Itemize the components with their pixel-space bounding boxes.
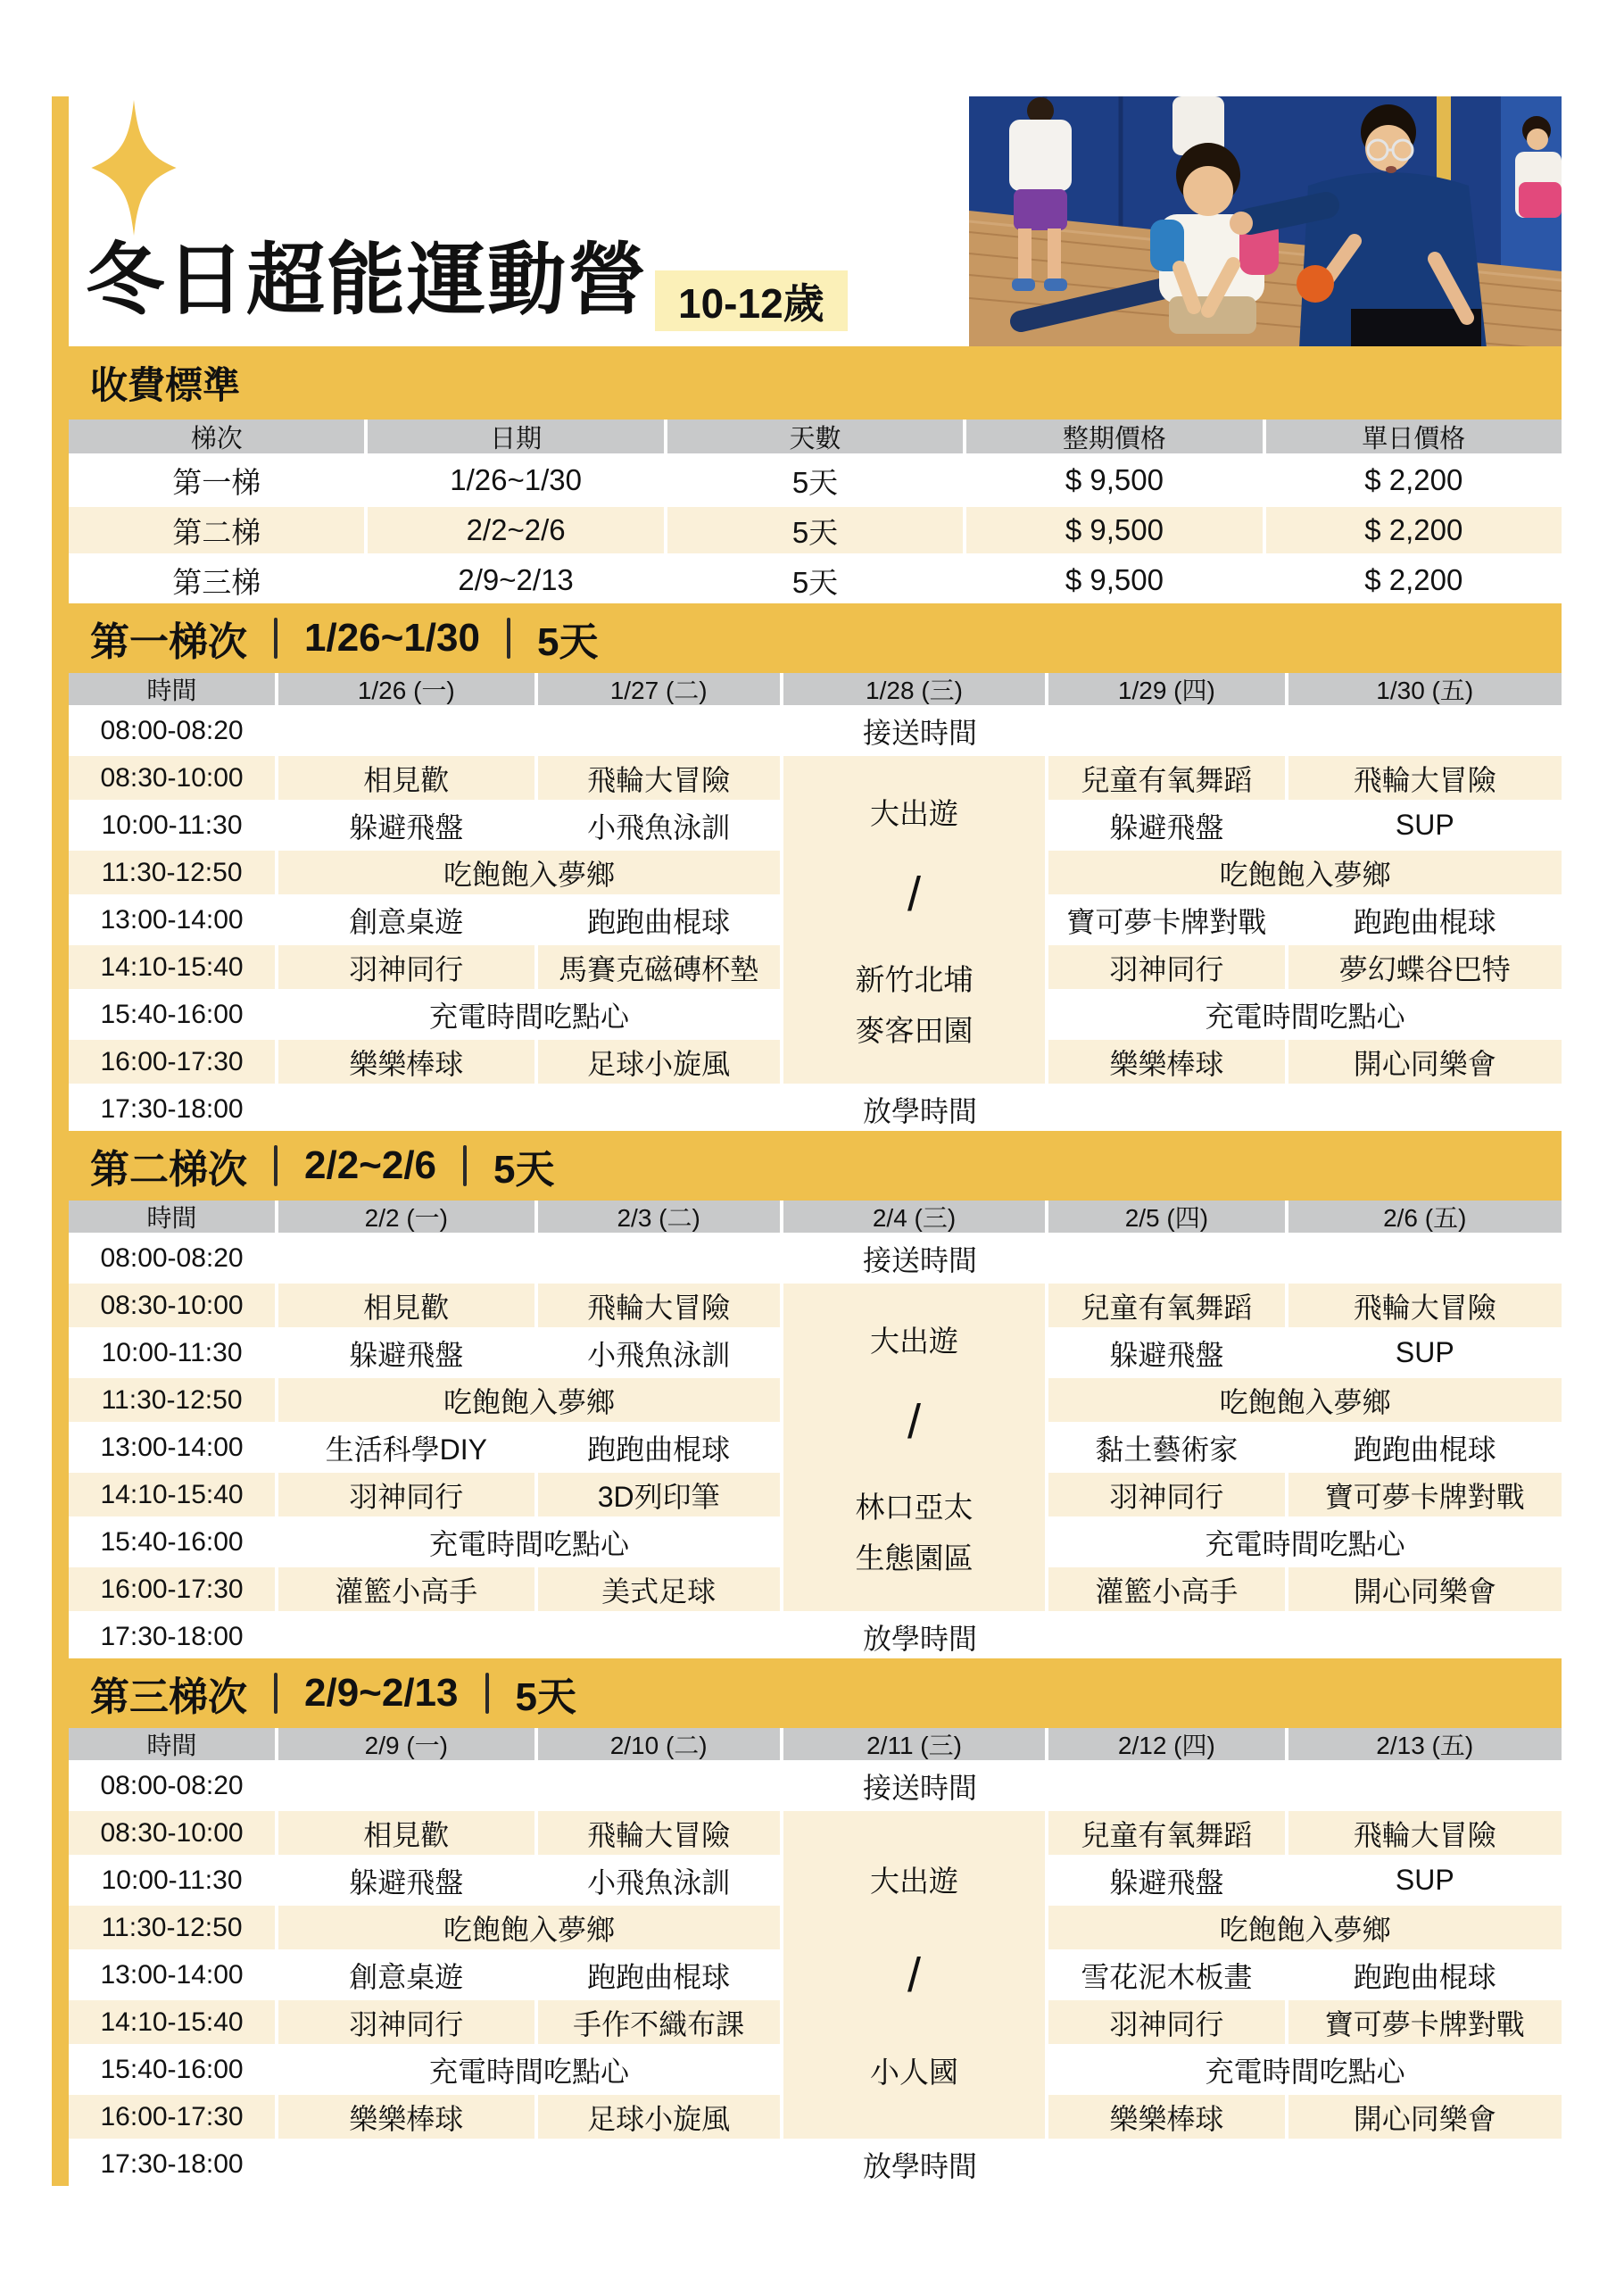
pricing-cell: 5天 [667, 457, 963, 503]
activity-cell: 開心同樂會 [1288, 2095, 1562, 2139]
trip-location-line: 林口亞太 [855, 1490, 974, 1524]
activity-cell: 兒童有氧舞蹈 [1048, 1284, 1284, 1327]
pricing-cell: 1/26~1/30 [368, 457, 663, 503]
activity-cell: 羽神同行 [278, 1473, 534, 1516]
pricing-header-cell: 天數 [667, 420, 963, 453]
activity-cell: 創意桌遊 [278, 898, 534, 942]
activity-cell: 飛輪大冒險 [1288, 1811, 1562, 1855]
time-cell: 08:00-08:20 [69, 709, 275, 752]
hero-photo [969, 96, 1562, 348]
pricing-cell: $ 2,200 [1266, 507, 1562, 553]
session-title: 第一梯次 [90, 620, 247, 664]
activity-cell: SUP [1288, 1331, 1562, 1375]
session-table [69, 673, 1562, 1131]
activity-cell: 躲避飛盤 [278, 1331, 534, 1375]
time-cell: 13:00-14:00 [69, 1953, 275, 1997]
trip-location [856, 1484, 974, 1577]
day-header-cell: 時間 [69, 673, 275, 705]
day-header-cell: 2/11 (三) [783, 1728, 1045, 1760]
activity-cell: 躲避飛盤 [278, 803, 534, 847]
pricing-header-cell: 梯次 [69, 420, 364, 453]
pricing-cell: $ 2,200 [1266, 557, 1562, 603]
session-title: 第三梯次 [90, 1675, 247, 1719]
activity-cell: 創意桌遊 [278, 1953, 534, 1997]
gym-scene [969, 96, 1562, 348]
session-table [69, 1201, 1562, 1658]
divider [485, 1673, 489, 1714]
merged-activity-cell: 放學時間 [278, 2142, 1562, 2186]
pricing-cell: 2/2~2/6 [368, 507, 663, 553]
time-cell: 08:00-08:20 [69, 1764, 275, 1807]
time-cell: 10:00-11:30 [69, 1858, 275, 1902]
time-cell: 11:30-12:50 [69, 851, 275, 894]
activity-cell: 跑跑曲棍球 [538, 898, 780, 942]
day-header-cell: 1/26 (一) [278, 673, 534, 705]
time-cell: 11:30-12:50 [69, 1378, 275, 1422]
day-header-cell: 時間 [69, 1201, 275, 1233]
activity-cell: 躲避飛盤 [278, 1858, 534, 1902]
merged-activity-cell: 吃飽飽入夢鄉 [278, 1906, 780, 1949]
time-cell: 14:10-15:40 [69, 945, 275, 989]
activity-cell: 黏土藝術家 [1048, 1425, 1284, 1469]
divider [274, 618, 278, 659]
time-cell: 15:40-16:00 [69, 1520, 275, 1564]
time-cell: 17:30-18:00 [69, 1087, 275, 1131]
activity-cell: 兒童有氧舞蹈 [1048, 756, 1284, 800]
time-cell: 10:00-11:30 [69, 803, 275, 847]
divider [507, 618, 510, 659]
trip-slash: / [907, 1948, 922, 2002]
activity-cell: 羽神同行 [1048, 945, 1284, 989]
activity-cell: 樂樂棒球 [1048, 2095, 1284, 2139]
merged-activity-cell: 接送時間 [278, 709, 1562, 752]
pricing-table [69, 420, 1562, 603]
day-header-cell: 2/10 (二) [538, 1728, 780, 1760]
time-cell: 16:00-17:30 [69, 2095, 275, 2139]
pricing-cell: 第三梯 [69, 557, 364, 603]
trip-location [870, 2049, 958, 2091]
session-table [69, 1728, 1562, 2186]
activity-cell: 小飛魚泳訓 [538, 803, 780, 847]
activity-cell: 雪花泥木板畫 [1048, 1953, 1284, 1997]
day-header-cell: 2/6 (五) [1288, 1201, 1562, 1233]
time-cell: 13:00-14:00 [69, 1425, 275, 1469]
time-cell: 08:30-10:00 [69, 756, 275, 800]
session-dates: 1/26~1/30 [304, 616, 480, 660]
activity-cell: 樂樂棒球 [278, 2095, 534, 2139]
activity-cell: 飛輪大冒險 [1288, 1284, 1562, 1327]
session-dates: 2/9~2/13 [304, 1671, 459, 1715]
merged-activity-cell: 放學時間 [278, 1087, 1562, 1131]
page-title: 冬日超能運動營 [86, 236, 649, 324]
day-header-cell: 2/3 (二) [538, 1201, 780, 1233]
left-accent-stripe [52, 96, 69, 2186]
time-cell: 14:10-15:40 [69, 2000, 275, 2044]
pricing-cell: $ 2,200 [1266, 457, 1562, 503]
divider [274, 1673, 278, 1714]
content-panel [69, 346, 1562, 2186]
day-header-cell: 2/2 (一) [278, 1201, 534, 1233]
merged-activity-cell: 充電時間吃點心 [278, 1520, 780, 1564]
day-header-cell: 2/4 (三) [783, 1201, 1045, 1233]
time-cell: 14:10-15:40 [69, 1473, 275, 1516]
age-badge: 10-12歲 [655, 270, 848, 331]
merged-activity-cell: 吃飽飽入夢鄉 [278, 851, 780, 894]
activity-cell: 小飛魚泳訓 [538, 1331, 780, 1375]
activity-cell: 手作不織布課 [538, 2000, 780, 2044]
pricing-cell: $ 9,500 [966, 507, 1262, 553]
session-duration: 5天 [493, 1148, 555, 1192]
activity-cell: 躲避飛盤 [1048, 1331, 1284, 1375]
time-cell: 08:30-10:00 [69, 1811, 275, 1855]
trip-location [856, 957, 974, 1050]
session-dates: 2/2~2/6 [304, 1143, 437, 1187]
activity-cell: 足球小旋風 [538, 2095, 780, 2139]
fee-section-title: 收費標準 [90, 364, 241, 406]
session-band [69, 1131, 1562, 1201]
merged-activity-cell: 吃飽飽入夢鄉 [1048, 1378, 1562, 1422]
day-header-cell: 1/28 (三) [783, 673, 1045, 705]
trip-cell [783, 1284, 1045, 1611]
trip-label: 大出遊 [870, 796, 959, 830]
pricing-cell: 5天 [667, 507, 963, 553]
trip-location-line: 小人國 [870, 2056, 959, 2090]
trip-label: 大出遊 [870, 1324, 959, 1358]
pricing-cell: 第一梯 [69, 457, 364, 503]
activity-cell: 跑跑曲棍球 [1288, 1953, 1562, 1997]
activity-cell: 飛輪大冒險 [538, 1811, 780, 1855]
time-cell: 13:00-14:00 [69, 898, 275, 942]
time-cell: 15:40-16:00 [69, 2048, 275, 2091]
activity-cell: 相見歡 [278, 756, 534, 800]
merged-activity-cell: 充電時間吃點心 [1048, 2048, 1562, 2091]
session-band [69, 1658, 1562, 1728]
merged-activity-cell: 放學時間 [278, 1615, 1562, 1658]
session-duration: 5天 [536, 620, 599, 664]
trip-location-line: 生態園區 [855, 1541, 974, 1575]
diamond-sparkle-icon [87, 100, 180, 236]
day-header-cell: 2/5 (四) [1048, 1201, 1284, 1233]
session-band [69, 603, 1562, 673]
time-cell: 10:00-11:30 [69, 1331, 275, 1375]
activity-cell: 灌籃小高手 [278, 1567, 534, 1611]
activity-cell: 生活科學DIY [278, 1425, 534, 1469]
activity-cell: 羽神同行 [1048, 1473, 1284, 1516]
session-title: 第二梯次 [90, 1148, 247, 1192]
activity-cell: 跑跑曲棍球 [1288, 1425, 1562, 1469]
activity-cell: 美式足球 [538, 1567, 780, 1611]
day-header-cell: 2/13 (五) [1288, 1728, 1562, 1760]
time-cell: 16:00-17:30 [69, 1567, 275, 1611]
activity-cell: 羽神同行 [278, 2000, 534, 2044]
time-cell: 08:30-10:00 [69, 1284, 275, 1327]
activity-cell: 飛輪大冒險 [1288, 756, 1562, 800]
activity-cell: 羽神同行 [1048, 2000, 1284, 2044]
activity-cell: 羽神同行 [278, 945, 534, 989]
day-header-cell: 1/27 (二) [538, 673, 780, 705]
time-cell: 17:30-18:00 [69, 2142, 275, 2186]
pricing-cell: $ 9,500 [966, 557, 1262, 603]
activity-cell: 小飛魚泳訓 [538, 1858, 780, 1902]
pricing-cell: 第二梯 [69, 507, 364, 553]
activity-cell: SUP [1288, 1858, 1562, 1902]
day-header-cell: 1/30 (五) [1288, 673, 1562, 705]
pricing-cell: 2/9~2/13 [368, 557, 663, 603]
merged-activity-cell: 接送時間 [278, 1764, 1562, 1807]
merged-activity-cell: 充電時間吃點心 [278, 993, 780, 1036]
activity-cell: 夢幻蝶谷巴特 [1288, 945, 1562, 989]
day-header-cell: 時間 [69, 1728, 275, 1760]
day-header-cell: 2/12 (四) [1048, 1728, 1284, 1760]
merged-activity-cell: 接送時間 [278, 1236, 1562, 1280]
activity-cell: 開心同樂會 [1288, 1040, 1562, 1084]
trip-location-line: 麥客田園 [855, 1013, 974, 1047]
session-duration: 5天 [515, 1675, 576, 1719]
divider [274, 1145, 278, 1186]
activity-cell: SUP [1288, 803, 1562, 847]
activity-cell: 跑跑曲棍球 [538, 1953, 780, 1997]
merged-activity-cell: 吃飽飽入夢鄉 [1048, 851, 1562, 894]
trip-label: 大出遊 [870, 1864, 959, 1898]
activity-cell: 樂樂棒球 [1048, 1040, 1284, 1084]
day-header-cell: 1/29 (四) [1048, 673, 1284, 705]
merged-activity-cell: 吃飽飽入夢鄉 [278, 1378, 780, 1422]
merged-activity-cell: 充電時間吃點心 [278, 2048, 780, 2091]
fee-section-band [69, 346, 1562, 420]
activity-cell: 跑跑曲棍球 [538, 1425, 780, 1469]
activity-cell: 灌籃小高手 [1048, 1567, 1284, 1611]
activity-cell: 寶可夢卡牌對戰 [1288, 1473, 1562, 1516]
activity-cell: 寶可夢卡牌對戰 [1288, 2000, 1562, 2044]
pricing-header-cell: 整期價格 [966, 420, 1262, 453]
pricing-header-cell: 單日價格 [1266, 420, 1562, 453]
activity-cell: 足球小旋風 [538, 1040, 780, 1084]
trip-location-line: 新竹北埔 [855, 962, 974, 996]
time-cell: 08:00-08:20 [69, 1236, 275, 1280]
time-cell: 17:30-18:00 [69, 1615, 275, 1658]
activity-cell: 飛輪大冒險 [538, 1284, 780, 1327]
activity-cell: 3D列印筆 [538, 1473, 780, 1516]
pricing-cell: 5天 [667, 557, 963, 603]
merged-activity-cell: 充電時間吃點心 [1048, 1520, 1562, 1564]
activity-cell: 相見歡 [278, 1811, 534, 1855]
activity-cell: 寶可夢卡牌對戰 [1048, 898, 1284, 942]
merged-activity-cell: 吃飽飽入夢鄉 [1048, 1906, 1562, 1949]
day-header-cell: 2/9 (一) [278, 1728, 534, 1760]
activity-cell: 樂樂棒球 [278, 1040, 534, 1084]
pricing-header-cell: 日期 [368, 420, 663, 453]
session-schedules [69, 603, 1562, 2186]
orange-ball [1297, 265, 1334, 303]
time-cell: 15:40-16:00 [69, 993, 275, 1036]
trip-cell [783, 756, 1045, 1084]
activity-cell: 開心同樂會 [1288, 1567, 1562, 1611]
pricing-cell: $ 9,500 [966, 457, 1262, 503]
trip-slash: / [907, 1395, 922, 1449]
activity-cell: 跑跑曲棍球 [1288, 898, 1562, 942]
merged-activity-cell: 充電時間吃點心 [1048, 993, 1562, 1036]
trip-cell [783, 1811, 1045, 2139]
trip-slash: / [907, 868, 922, 921]
activity-cell: 兒童有氧舞蹈 [1048, 1811, 1284, 1855]
time-cell: 11:30-12:50 [69, 1906, 275, 1949]
activity-cell: 馬賽克磁磚杯墊 [538, 945, 780, 989]
time-cell: 16:00-17:30 [69, 1040, 275, 1084]
activity-cell: 躲避飛盤 [1048, 1858, 1284, 1902]
activity-cell: 相見歡 [278, 1284, 534, 1327]
divider [463, 1145, 467, 1186]
activity-cell: 躲避飛盤 [1048, 803, 1284, 847]
activity-cell: 飛輪大冒險 [538, 756, 780, 800]
